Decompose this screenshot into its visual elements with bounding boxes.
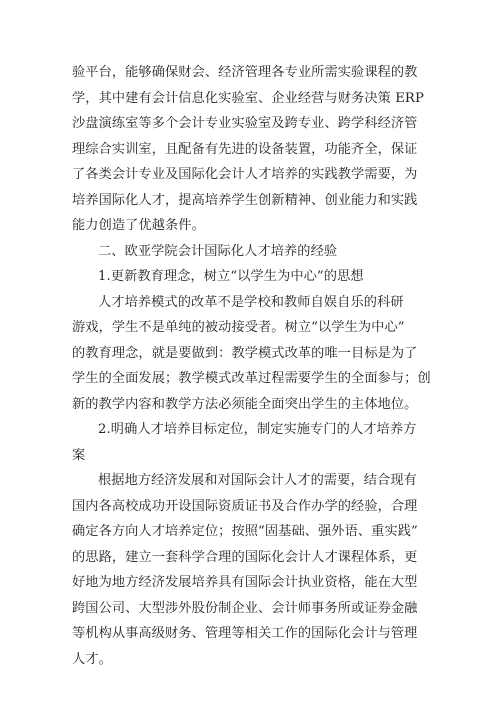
text-line: 的思路，建立一套科学合理的国际化会计人才课程体系，更 <box>72 549 418 565</box>
text-line: 学，其中建有会计信息化实验室、企业经营与财务决策 ERP <box>72 90 424 106</box>
text-line: 学生的全面发展；教学模式改革过程需要学生的全面参与；创 <box>72 371 431 386</box>
text-line: 培养国际化人才，提高培养学生创新精神、创业能力和实践 <box>72 192 418 208</box>
text-line: 验平台，能够确保财会、经济管理各专业所需实验课程的教 <box>72 65 418 80</box>
text-line: 案 <box>72 447 86 463</box>
text-line: 沙盘演练室等多个会计专业实验室及跨专业、跨学科经济管 <box>72 116 418 131</box>
text-line: 确定各方向人才培养定位；按照“固基础、强外语、重实践” <box>72 524 418 539</box>
text-line: 1.更新教育理念，树立“以学生为中心”的思想 <box>98 269 364 284</box>
text-line: 2.明确人才培养目标定位，制定实施专门的人才培养方 <box>98 422 417 437</box>
text-line: 人才培养模式的改革不是学校和教师自娱自乐的科研 <box>98 294 404 310</box>
text-line: 的教育理念，就是要做到：教学模式改革的唯一目标是为了 <box>72 345 418 361</box>
text-line: 等机构从事高级财务、管理等相关工作的国际化会计与管理 <box>72 626 418 641</box>
text-line: 人才。 <box>72 651 112 667</box>
text-line: 理综合实训室，且配备有先进的设备装置，功能齐全，保证 <box>72 141 418 157</box>
text-line: 根据地方经济发展和对国际会计人才的需要，结合现有 <box>98 473 417 488</box>
text-line: 国内各高校成功开设国际资质证书及合作办学的经验，合理 <box>72 498 418 514</box>
text-line: 能力创造了优越条件。 <box>72 218 205 233</box>
document-body <box>72 60 432 672</box>
text-line: 二、欧亚学院会计国际化人才培养的经验 <box>98 243 338 259</box>
text-line: 新的教学内容和教学方法必须能全面突出学生的主体地位。 <box>72 396 418 412</box>
text-line: 了各类会计专业及国际化会计人才培养的实践教学需要，为 <box>72 167 418 182</box>
text-line: 好地为地方经济发展培养具有国际会计执业资格，能在大型 <box>72 575 418 590</box>
text-line: 跨国公司、大型涉外股份制企业、会计师事务所或证券金融 <box>72 600 418 616</box>
text-line: 游戏，学生不是单纯的被动接受者。树立“以学生为中心” <box>72 320 405 335</box>
